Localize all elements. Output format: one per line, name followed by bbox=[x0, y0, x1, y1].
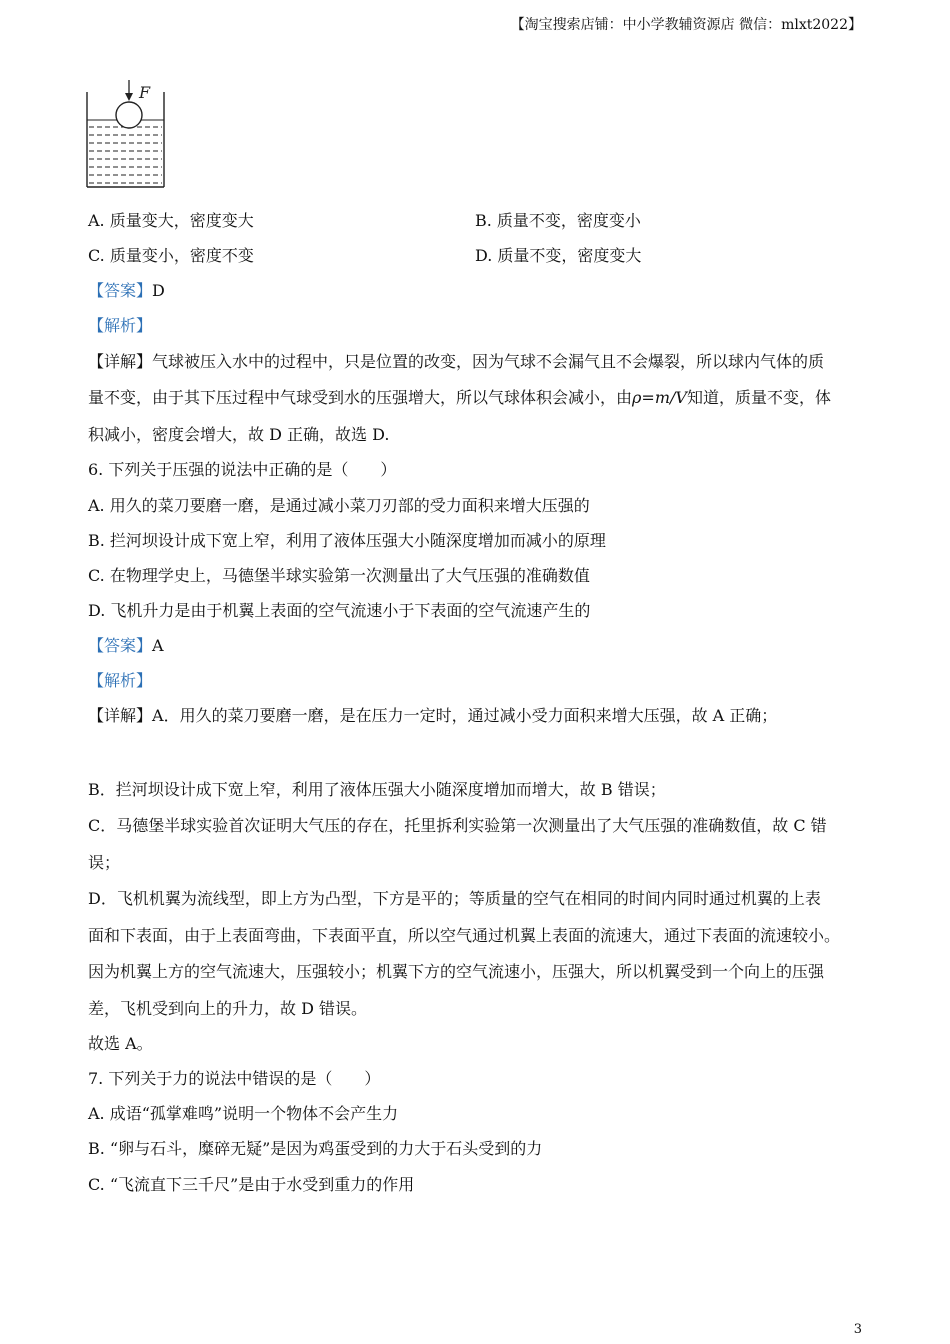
q5-detail-line-3: 积减小，密度会增大，故 D 正确，故选 D. bbox=[88, 425, 390, 444]
q6-detail-line-1: 【详解】A．用久的菜刀要磨一磨，是在压力一定时，通过减小受力面积来增大压强，故 A 正确； bbox=[88, 706, 778, 725]
detail-tag: 【详解】 bbox=[88, 352, 153, 371]
q7-question: 7. 下列关于力的说法中错误的是（ ） bbox=[88, 1069, 381, 1088]
detail-tag: 【详解】 bbox=[88, 706, 153, 725]
q5-option-d: D. 质量不变，密度变大 bbox=[475, 246, 642, 265]
q6-question: 6. 下列关于压强的说法中正确的是（ ） bbox=[88, 460, 397, 479]
q5-answer bbox=[88, 281, 165, 301]
q6-detail-line-7: 因为机翼上方的空气流速大，压强较小；机翼下方的空气流速小，压强大，所以机翼受到一个向上的压强 bbox=[88, 962, 825, 981]
force-label: F bbox=[139, 83, 151, 102]
answer-value: D bbox=[152, 281, 165, 300]
q6-option-b: B. 拦河坝设计成下宽上窄，利用了液体压强大小随深度增加而减小的原理 bbox=[88, 531, 606, 550]
q6-detail-line-4: 误； bbox=[88, 853, 121, 872]
q6-detail-line-8: 差，飞机受到向上的升力，故 D 错误。 bbox=[88, 999, 368, 1018]
balloon-container-figure bbox=[84, 80, 174, 190]
water-dashes bbox=[89, 127, 162, 183]
q6-option-a: A. 用久的菜刀要磨一磨，是通过减小菜刀刃部的受力面积来增大压强的 bbox=[88, 496, 590, 515]
q5-option-a: A. 质量变大，密度变大 bbox=[88, 211, 254, 230]
q7-option-b: B. “卵与石斗，糜碎无疑”是因为鸡蛋受到的力大于石头受到的力 bbox=[88, 1139, 543, 1158]
force-arrow-head bbox=[125, 93, 133, 101]
q6-option-d: D. 飞机升力是由于机翼上表面的空气流速小于下表面的空气流速产生的 bbox=[88, 601, 591, 620]
q6-detail-line-5: D．飞机机翼为流线型，即上方为凸型，下方是平的；等质量的空气在相同的时间内同时通过机翼的上表 bbox=[88, 889, 821, 908]
answer-value: A bbox=[152, 636, 164, 655]
q5-detail-line-1: 【详解】气球被压入水中的过程中，只是位置的改变，因为气球不会漏气且不会爆裂，所以球内气体的质 bbox=[88, 352, 825, 371]
q6-detail-line-3: C．马德堡半球实验首次证明大气压的存在，托里拆利实验第一次测量出了大气压强的准确数值，故 C 错 bbox=[88, 816, 827, 835]
answer-tag: 【答案】 bbox=[88, 636, 153, 655]
answer-tag: 【答案】 bbox=[88, 281, 153, 300]
page-number: 3 bbox=[853, 1322, 862, 1337]
q7-option-a: A. 成语“孤掌难鸣”说明一个物体不会产生力 bbox=[88, 1104, 399, 1123]
q5-detail-line-2: 量不变，由于其下压过程中气球受到水的压强增大，所以气球体积会减小，由ρ=m/V知道，质量不变，体 bbox=[88, 388, 831, 407]
balloon bbox=[116, 102, 142, 128]
page-header: 【淘宝搜索店铺：中小学教辅资源店 微信：mlxt2022】 bbox=[510, 17, 862, 33]
q7-option-c: C. “飞流直下三千尺”是由于水受到重力的作用 bbox=[88, 1175, 415, 1194]
q5-option-b: B. 质量不变，密度变小 bbox=[475, 211, 641, 230]
q6-answer bbox=[88, 636, 164, 656]
q6-analysis-tag: 【解析】 bbox=[88, 671, 153, 690]
q6-detail-line-9: 故选 A。 bbox=[88, 1034, 153, 1053]
q6-detail-line-2: B．拦河坝设计成下宽上窄，利用了液体压强大小随深度增加而增大，故 B 错误； bbox=[88, 780, 666, 799]
q6-detail-line-6: 面和下表面，由于上表面弯曲，下表面平直，所以空气通过机翼上表面的流速大，通过下表面的流速较小。 bbox=[88, 926, 841, 945]
q5-option-c: C. 质量变小，密度不变 bbox=[88, 246, 254, 265]
q6-option-c: C. 在物理学史上，马德堡半球实验第一次测量出了大气压强的准确数值 bbox=[88, 566, 590, 585]
density-formula: ρ=m/V bbox=[632, 388, 687, 407]
q5-analysis-tag: 【解析】 bbox=[88, 316, 153, 335]
